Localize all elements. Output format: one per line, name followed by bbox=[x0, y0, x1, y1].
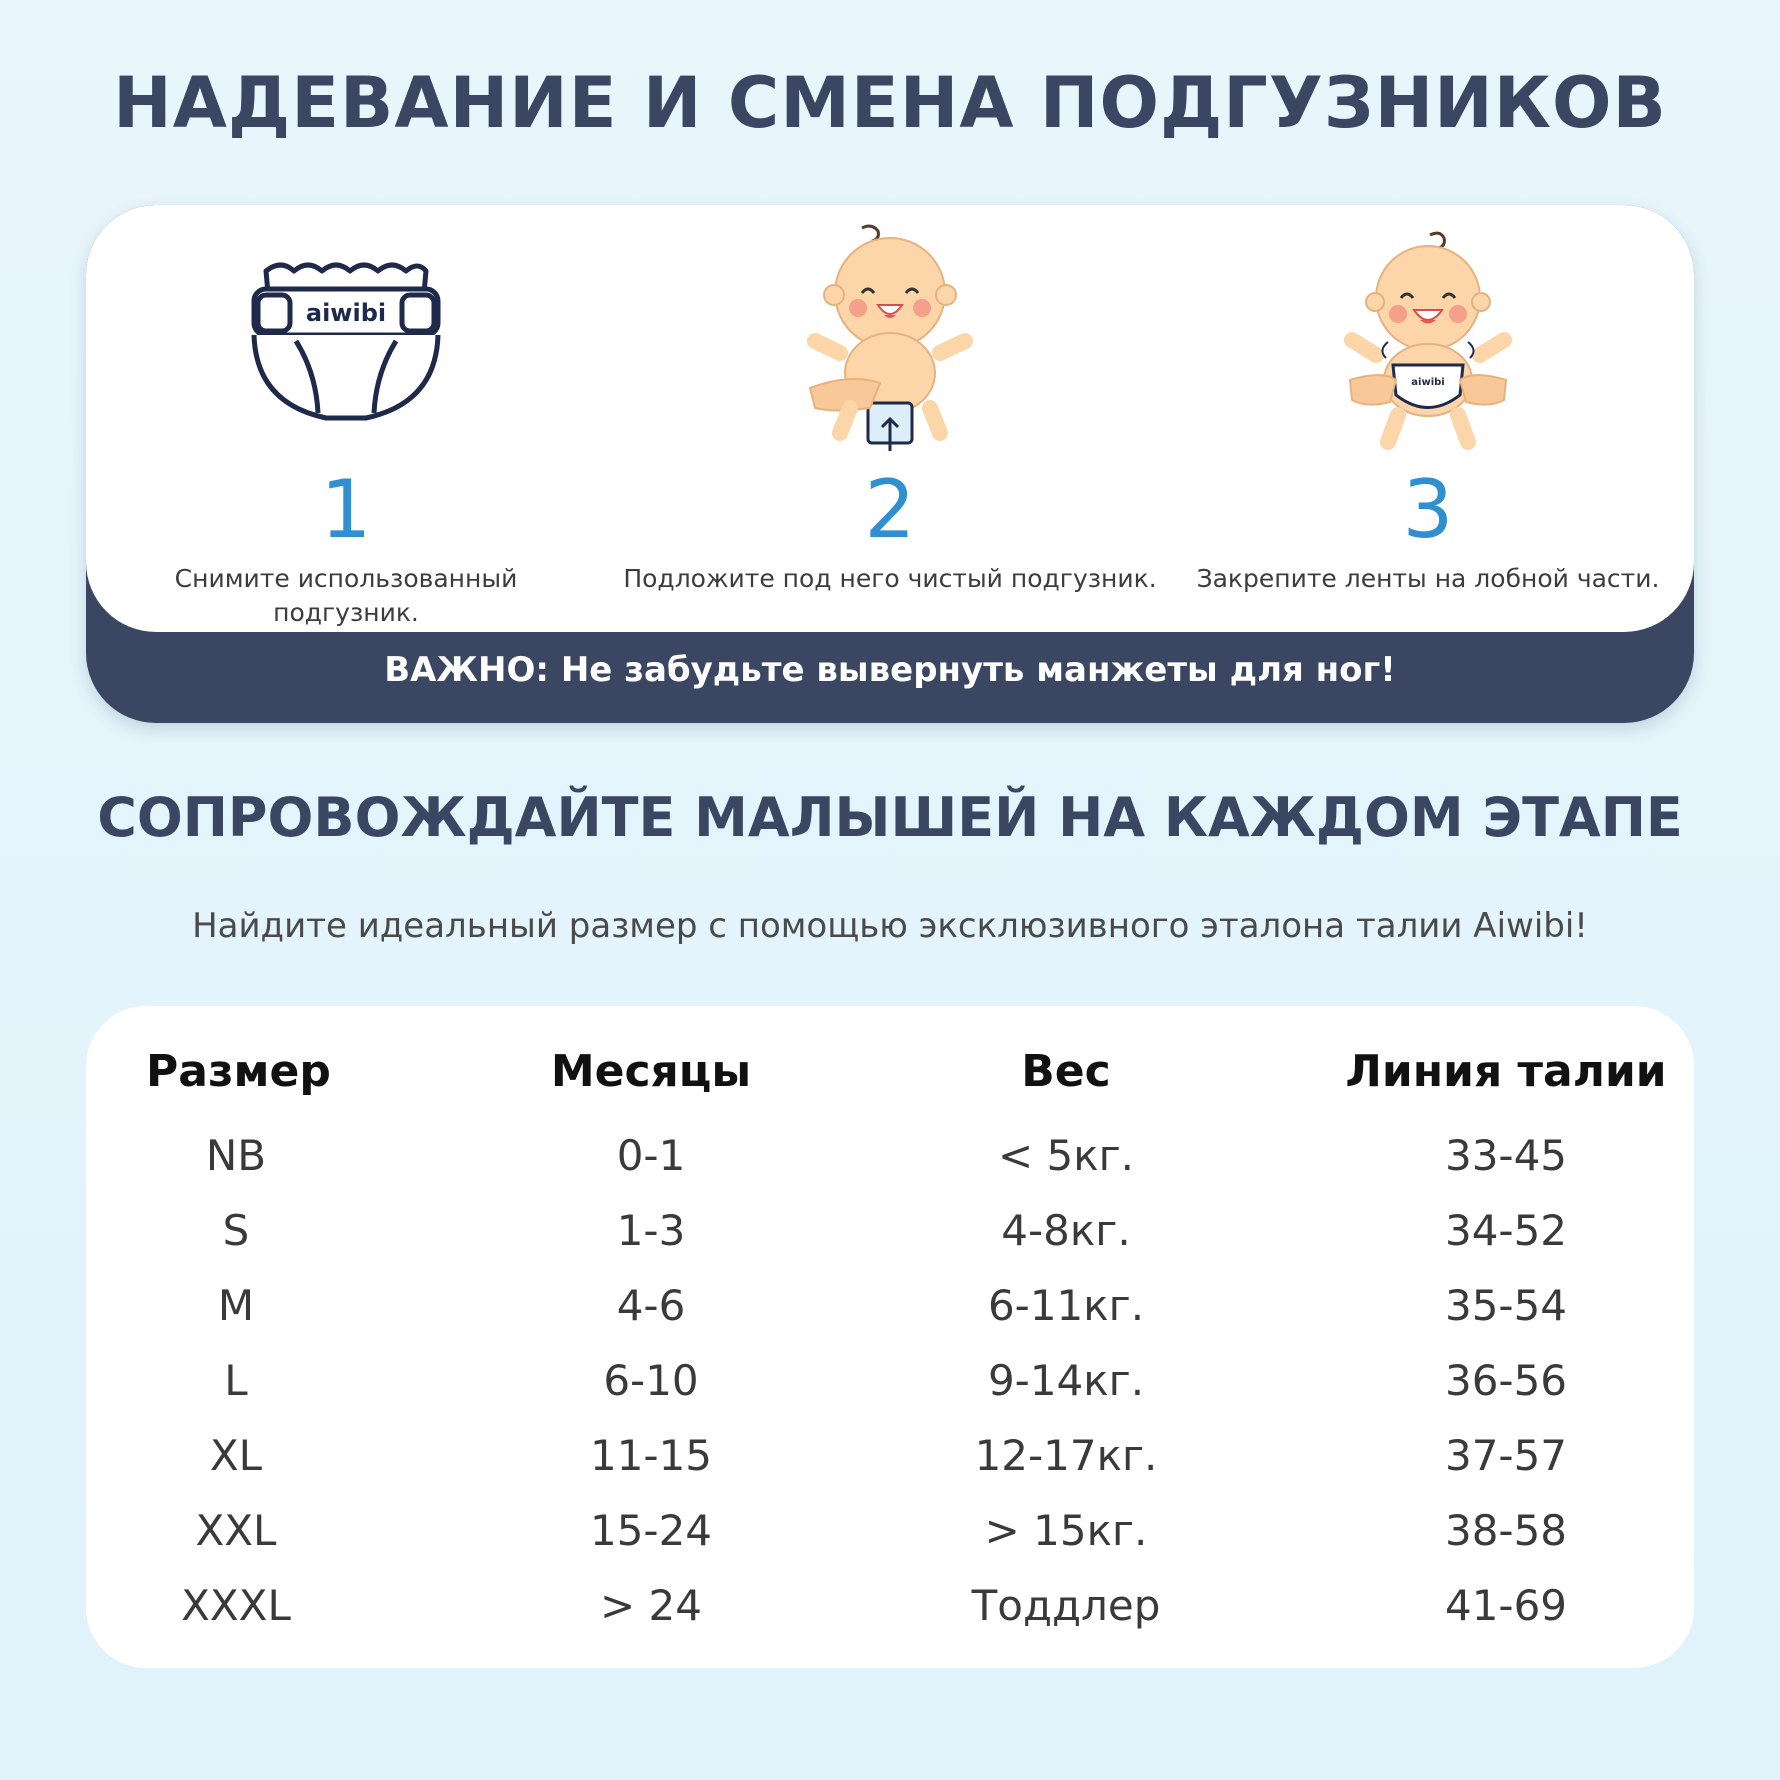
table-cell: 41-69 bbox=[1444, 1581, 1568, 1630]
table-cell: Тоддлер bbox=[971, 1581, 1161, 1630]
table-cell: 9-14кг. bbox=[987, 1356, 1145, 1405]
steps-card bbox=[86, 205, 1694, 723]
table-cell: 6-10 bbox=[603, 1356, 699, 1405]
section-title: СОПРОВОЖДАЙТЕ МАЛЫШЕЙ НА КАЖДОМ ЭТАПЕ bbox=[97, 786, 1683, 849]
step-number: 2 bbox=[864, 463, 916, 556]
table-cell: XXL bbox=[195, 1506, 277, 1555]
table-cell: 0-1 bbox=[616, 1131, 686, 1180]
table-cell: 34-52 bbox=[1444, 1206, 1568, 1255]
table-cell: XXXL bbox=[181, 1581, 291, 1630]
diaper-icon bbox=[246, 253, 446, 423]
table-cell: 38-58 bbox=[1444, 1506, 1568, 1555]
table-cell: NB bbox=[205, 1131, 267, 1180]
column-header: Размер bbox=[146, 1046, 331, 1097]
table-cell: 36-56 bbox=[1444, 1356, 1568, 1405]
table-cell: 4-6 bbox=[616, 1281, 686, 1330]
table-cell: 33-45 bbox=[1444, 1131, 1568, 1180]
step-caption: Подложите под него чистый подгузник. bbox=[623, 564, 1157, 593]
table-cell: 4-8кг. bbox=[1001, 1206, 1131, 1255]
table-cell: S bbox=[222, 1206, 250, 1255]
table-cell: XL bbox=[209, 1431, 263, 1480]
table-cell: M bbox=[217, 1281, 255, 1330]
column-header: Линия талии bbox=[1345, 1046, 1667, 1097]
table-cell: L bbox=[224, 1356, 248, 1405]
brand-logo: aiwibi bbox=[1411, 377, 1445, 388]
table-cell: 12-17кг. bbox=[974, 1431, 1158, 1480]
section-tagline: Найдите идеальный размер с помощью эксклюзивного эталона талии Aiwibi! bbox=[192, 906, 1588, 946]
important-notice: ВАЖНО: Не забудьте вывернуть манжеты для ног! bbox=[384, 650, 1396, 690]
step-caption: Закрепите ленты на лобной части. bbox=[1196, 564, 1660, 593]
table-cell: 37-57 bbox=[1444, 1431, 1568, 1480]
size-table bbox=[86, 1006, 1694, 1668]
column-header: Вес bbox=[1021, 1046, 1111, 1097]
table-cell: 1-3 bbox=[616, 1206, 686, 1255]
page-title: НАДЕВАНИЕ И СМЕНА ПОДГУЗНИКОВ bbox=[113, 62, 1667, 144]
column-header: Месяцы bbox=[550, 1046, 752, 1097]
step-number: 3 bbox=[1402, 463, 1454, 556]
table-cell: 11-15 bbox=[589, 1431, 713, 1480]
baby-placing-diaper-icon bbox=[800, 223, 980, 453]
table-cell: 15-24 bbox=[589, 1506, 713, 1555]
brand-logo: aiwibi bbox=[305, 299, 387, 327]
table-cell: 6-11кг. bbox=[987, 1281, 1145, 1330]
step-number: 1 bbox=[320, 463, 372, 556]
table-cell: > 24 bbox=[600, 1581, 702, 1630]
step-caption: Снимите использованный подгузник. bbox=[174, 564, 518, 627]
table-cell: 35-54 bbox=[1444, 1281, 1568, 1330]
baby-fastening-diaper-icon bbox=[1338, 230, 1518, 460]
table-cell: > 15кг. bbox=[984, 1506, 1148, 1555]
table-cell: < 5кг. bbox=[997, 1131, 1135, 1180]
steps-panel bbox=[86, 205, 1694, 632]
